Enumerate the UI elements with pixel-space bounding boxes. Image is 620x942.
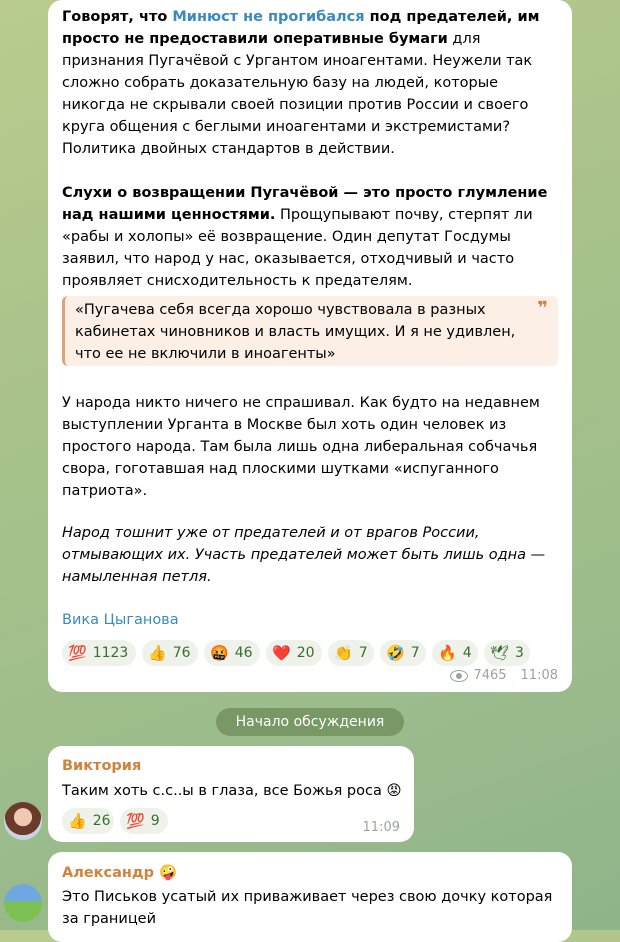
clap-icon: 👏	[334, 644, 353, 662]
quote-icon: ❞	[537, 298, 548, 319]
discussion-start-divider: Начало обсуждения	[216, 708, 404, 736]
thumbs-up-icon: 👍	[148, 644, 167, 662]
comment-author[interactable]: Александр 🤪	[62, 865, 178, 881]
reaction-chip[interactable]: 👏 7	[328, 640, 374, 666]
reaction-chip[interactable]: ❤️ 20	[266, 640, 322, 666]
post-paragraph-3: У народа никто ничего не спрашивал. Как будто на недавнем выступлении Урганта в Москве был хоть один человек из простого народа. Там была лишь одна либеральная собчачья свора, гоготавшая над плоскими шутками «испуганного патриота».	[62, 395, 540, 499]
hundred-icon: 💯	[68, 644, 87, 662]
comment-bubble	[48, 852, 572, 942]
reaction-chip[interactable]: 👍 26	[62, 808, 114, 834]
views-count: 7465	[473, 668, 507, 683]
reaction-chip[interactable]: 💯 9	[120, 808, 168, 834]
thumbs-up-icon: 👍	[68, 812, 87, 830]
avatar[interactable]	[4, 802, 42, 840]
reaction-chip[interactable]: 👍 76	[142, 640, 198, 666]
blockquote	[62, 296, 558, 366]
reaction-chip[interactable]: 🤣 7	[380, 640, 426, 666]
reaction-chip[interactable]: 💯 1123	[62, 640, 136, 666]
post-paragraph-4: Народ тошнит уже от предателей и от врагов России, отмывающих их. Участь предателей может быть лишь одна — намыленная петля.	[62, 525, 546, 585]
comment-time: 11:09	[362, 820, 400, 835]
post-author[interactable]: Вика Цыганова	[62, 612, 179, 628]
quote-text: «Пугачева себя всегда хорошо чувствовала в разных кабинетах чиновников и власть имущих. И я не удивлен, что ее не включили в иноагенты»	[75, 302, 516, 362]
post-meta	[450, 668, 558, 683]
reaction-chip[interactable]: 🔥 4	[432, 640, 478, 666]
rofl-icon: 🤣	[386, 644, 405, 662]
comment-author[interactable]: Виктория	[62, 758, 142, 774]
ministry-link[interactable]: Минюст не прогибался	[172, 9, 365, 25]
hundred-icon: 💯	[126, 812, 145, 830]
post-time: 11:08	[520, 668, 558, 683]
comment-text: Это Письков усатый их приваживает через свою дочку которая за границей	[62, 889, 553, 927]
fire-icon: 🔥	[438, 644, 457, 662]
dove-icon: 🕊	[490, 644, 510, 662]
reaction-chip[interactable]: 🤬 46	[204, 640, 260, 666]
comment-text: Таким хоть с.с..ы в глаза, все Божья роса 😡	[62, 783, 402, 799]
angry-face-icon: 🤬	[210, 644, 229, 662]
comment-bubble	[48, 746, 414, 842]
views-icon	[450, 670, 468, 682]
avatar[interactable]	[4, 884, 42, 922]
post-paragraph-2: Слухи о возвращении Пугачёвой — это просто глумление над нашими ценностями. Прощупывают почву, стерпят ли «рабы и холопы» её возвращение. Один депутат Госдумы заявил, что народ у нас, оказывается, отходчивый и часто проявляет снисходительность к предателям.	[62, 185, 548, 289]
post-paragraph-1: Говорят, что Минюст не прогибался под предателей, им просто не предоставили оперативные бумаги для признания Пугачёвой с Ургантом иноагентами. Неужели так сложно собрать доказательную базу на людей, которые никогда не скрывали своей позиции против России и своего круга общения с беглыми иноагентами и экстремистами? Политика двойных стандартов в действии.	[62, 9, 540, 157]
reaction-chip[interactable]: 🕊 3	[484, 640, 530, 666]
heart-icon: ❤️	[272, 644, 291, 662]
